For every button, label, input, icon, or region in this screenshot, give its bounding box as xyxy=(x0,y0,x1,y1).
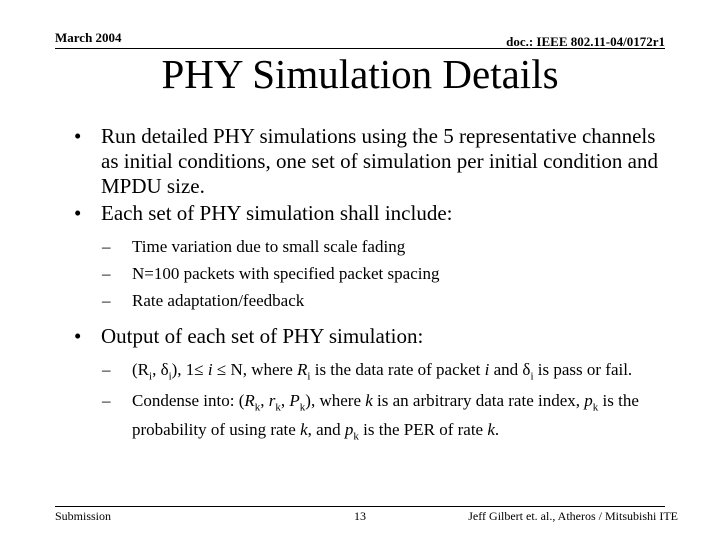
subscript: k xyxy=(353,430,359,443)
formula-text: is the PER of rate xyxy=(358,419,488,439)
dash-icon: – xyxy=(102,391,111,411)
formula-text: is the probability of using rate xyxy=(132,391,639,439)
bullet-output xyxy=(74,324,664,349)
subscript: i xyxy=(307,370,311,383)
variable: k xyxy=(365,391,373,411)
sub-bullet-packets xyxy=(74,262,664,285)
bullet-dot-icon: • xyxy=(74,124,82,148)
bullet-text: Each set of PHY simulation shall include: xyxy=(101,201,453,225)
sub-bullet-time-variation xyxy=(74,235,664,258)
subscript: k xyxy=(254,401,261,414)
variable: i xyxy=(484,360,490,379)
sub-bullet-text: Rate adaptation/feedback xyxy=(132,291,305,310)
slide-title: PHY Simulation Details xyxy=(161,51,559,97)
formula-text: Condense into: ( xyxy=(132,391,245,411)
sub-bullet-text: Time variation due to small scale fading xyxy=(132,237,406,256)
formula-text: and δ xyxy=(489,360,531,379)
bullet-text: Output of each set of PHY simulation: xyxy=(101,324,424,348)
variable: R xyxy=(297,360,308,379)
variable: k xyxy=(487,419,495,439)
variable: p xyxy=(344,419,354,439)
subscript: k xyxy=(592,401,599,414)
header-divider xyxy=(55,48,665,49)
formula-text: , and xyxy=(307,419,345,439)
bullet-each-set xyxy=(74,201,664,226)
subscript: k xyxy=(275,401,281,414)
footer-submission: Submission xyxy=(55,509,112,523)
header-doc-id: doc.: IEEE 802.11-04/0172r1 xyxy=(506,34,665,49)
footer-divider xyxy=(55,506,665,507)
variable: k xyxy=(300,419,308,439)
formula-text: , δ xyxy=(152,360,169,379)
dash-icon: – xyxy=(102,237,111,256)
bullet-run-simulations xyxy=(74,124,664,199)
variable: i xyxy=(207,360,213,379)
slide-body xyxy=(74,122,664,447)
dash-icon: – xyxy=(102,264,111,283)
variable: p xyxy=(584,391,593,411)
dash-icon: – xyxy=(102,360,111,379)
footer-page-number: 13 xyxy=(354,509,366,523)
subscript: i xyxy=(530,370,534,383)
dash-icon: – xyxy=(102,291,111,310)
sub-bullet-rate-adaptation xyxy=(74,289,664,312)
header-date: March 2004 xyxy=(55,30,122,45)
subscript: k xyxy=(299,401,306,414)
bullet-text: Run detailed PHY simulations using the 5 representative channels as initial conditions, one set of simulation per initial condition and MPDU size. xyxy=(101,124,658,198)
subscript: i xyxy=(149,370,153,383)
bullet-dot-icon: • xyxy=(74,324,82,348)
formula-text: ), where xyxy=(305,391,366,411)
formula-text: is an arbitrary data rate index, xyxy=(372,391,585,411)
subscript: i xyxy=(168,370,172,383)
formula-text: ≤ N, where xyxy=(212,360,298,379)
bullet-dot-icon: • xyxy=(74,201,82,225)
footer-authors: Jeff Gilbert et. al., Atheros / Mitsubishi ITE xyxy=(468,509,678,523)
formula-text: is the data rate of packet xyxy=(310,360,485,379)
sub-bullet-text: N=100 packets with specified packet spacing xyxy=(132,264,440,283)
variable: r xyxy=(268,391,276,411)
formula-text: , xyxy=(280,391,290,411)
variable: P xyxy=(289,391,300,411)
variable: R xyxy=(244,391,255,411)
formula-text: . xyxy=(494,419,500,439)
formula-text: , xyxy=(260,391,269,411)
formula-open: (R xyxy=(132,360,149,379)
sub-bullet-rate-delta xyxy=(74,359,664,387)
formula-text: ), 1≤ xyxy=(171,360,208,379)
formula-text: is pass or fail. xyxy=(533,360,633,379)
sub-bullet-condense xyxy=(74,390,664,447)
